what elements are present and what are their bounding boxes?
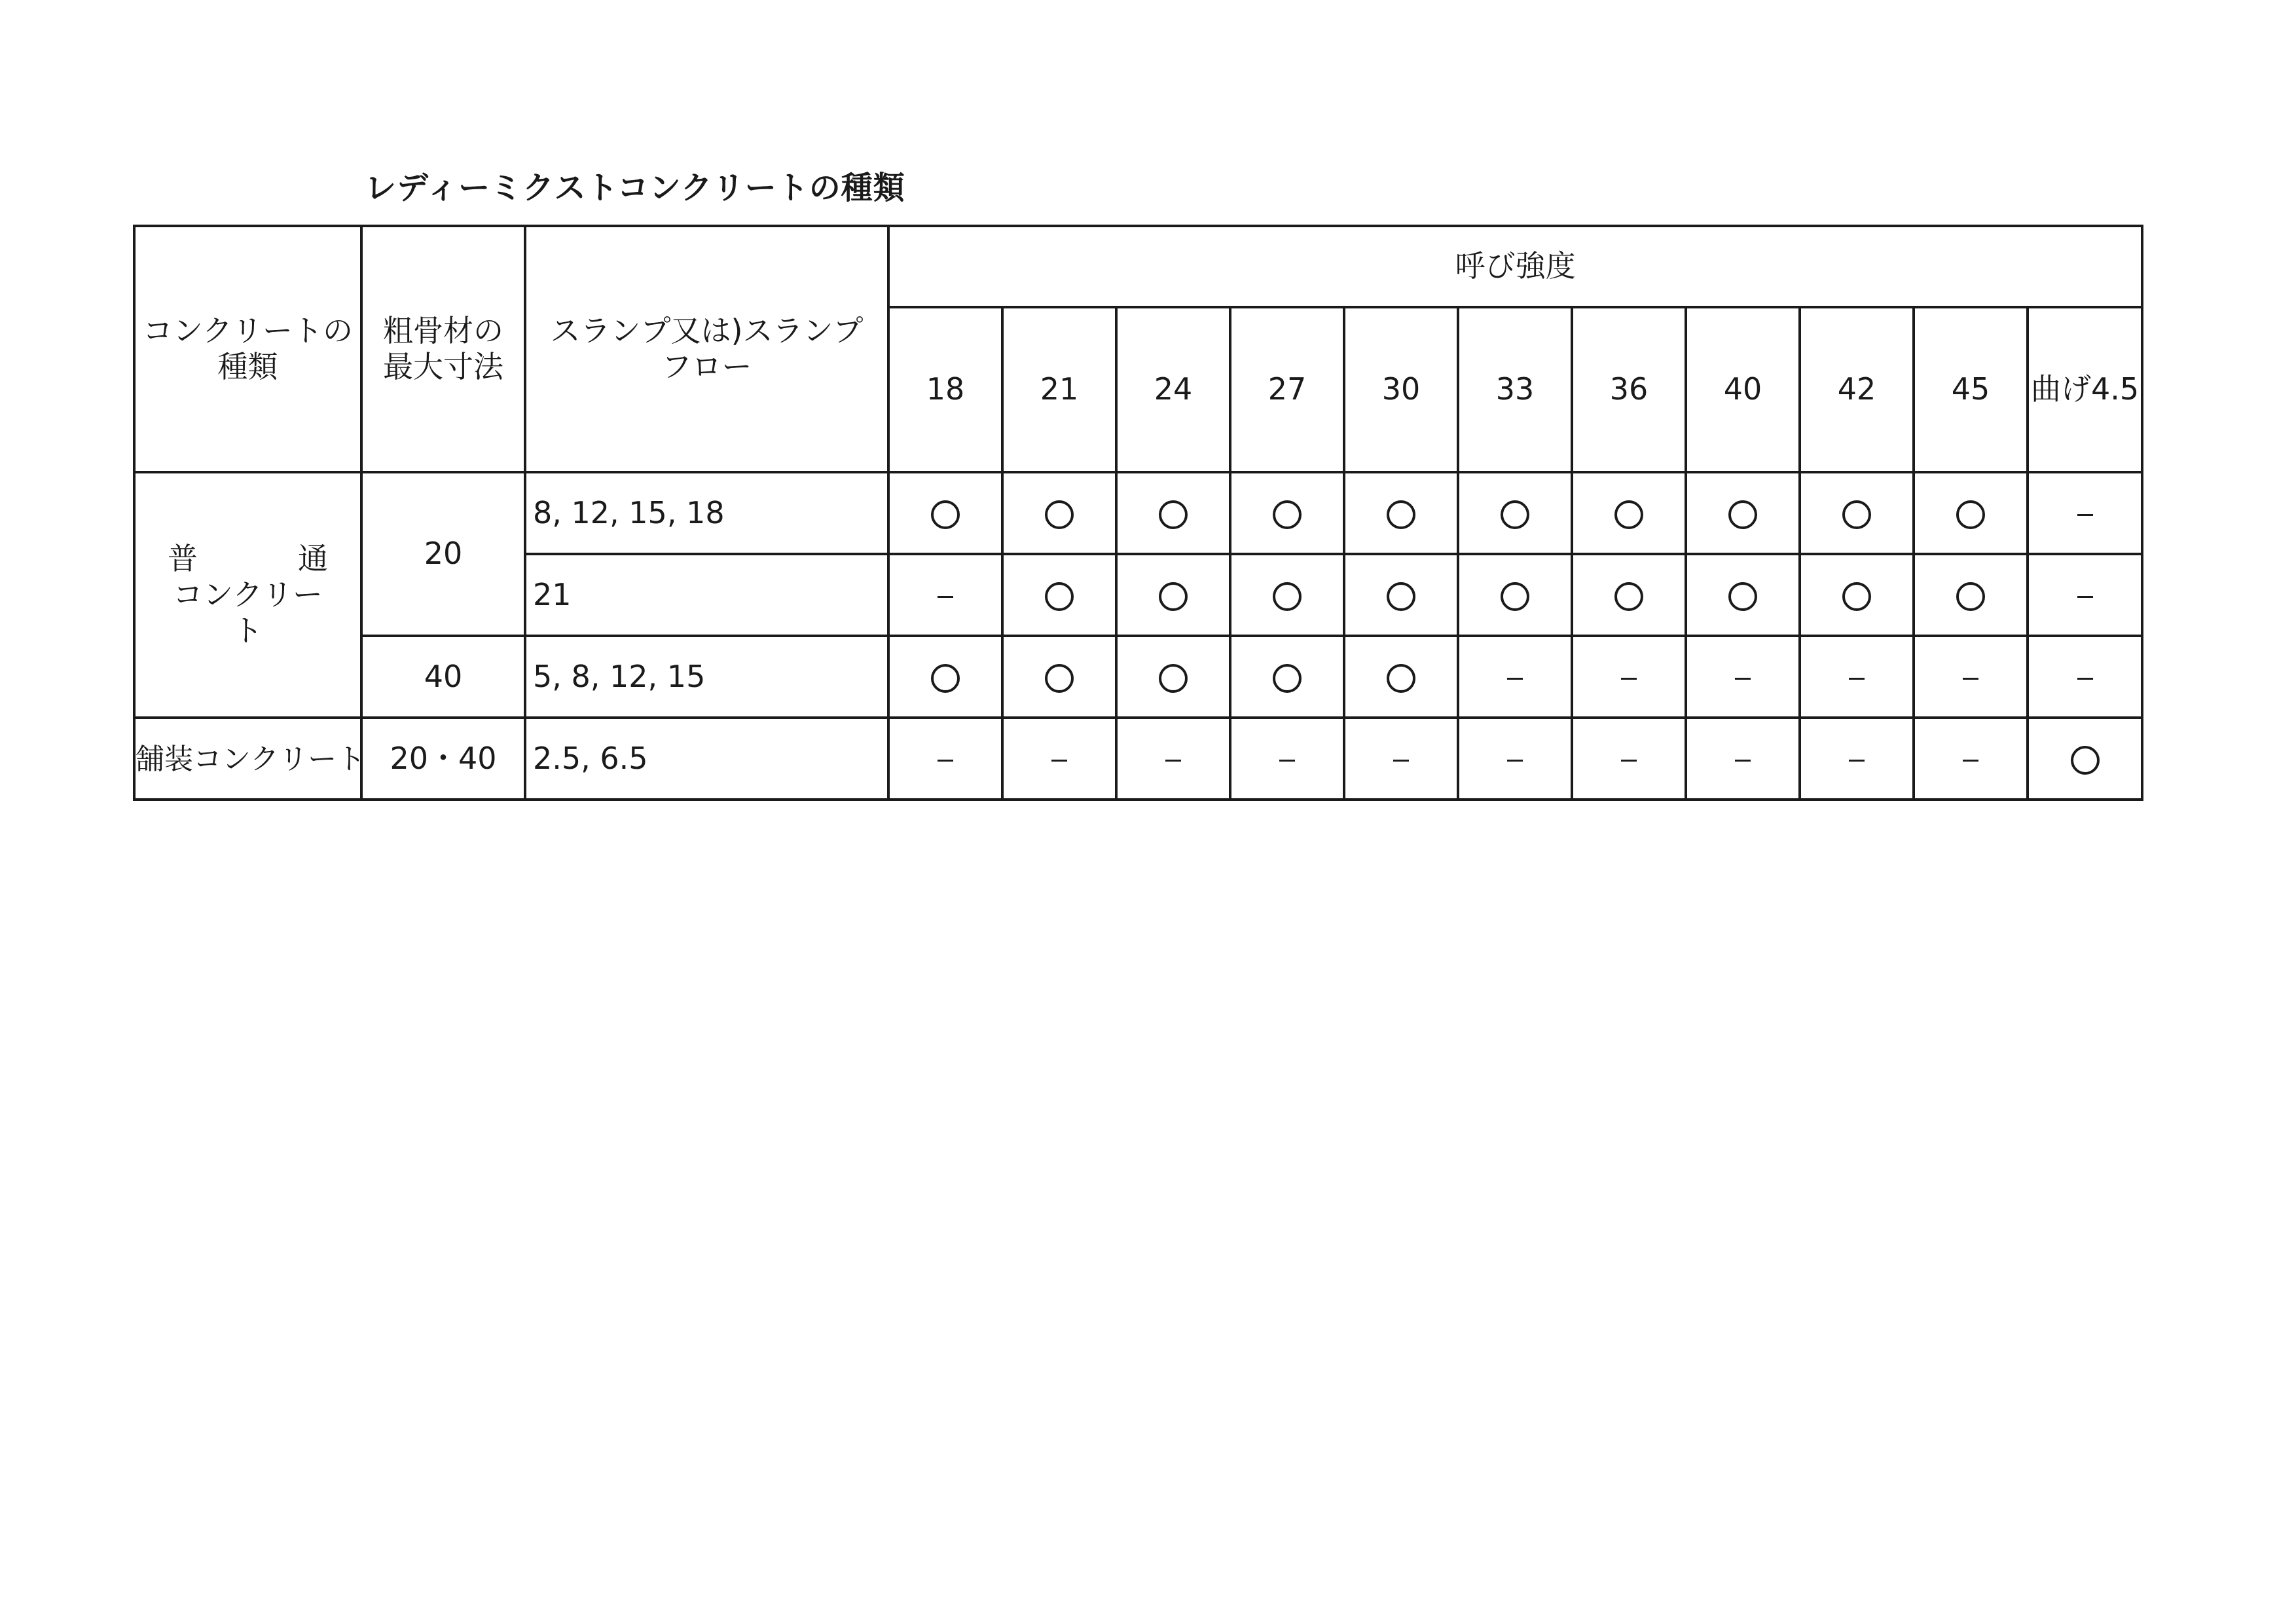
unavailable-dash-mark	[1507, 760, 1523, 762]
strength-mark-cell	[1572, 472, 1686, 554]
unavailable-dash-mark	[1849, 760, 1865, 762]
header-row-1	[134, 226, 2142, 307]
header-kind-label: コンクリートの 種類	[142, 312, 354, 384]
available-circle-mark	[2071, 746, 2100, 775]
strength-mark-cell	[1002, 554, 1116, 636]
strength-mark-cell	[1686, 472, 1800, 554]
available-circle-mark	[1387, 582, 1415, 611]
available-circle-mark	[1273, 664, 1302, 693]
unavailable-dash-mark	[1963, 760, 1978, 762]
available-circle-mark	[1956, 500, 1985, 529]
strength-col-33: 33	[1458, 307, 1572, 472]
normal-label-left: 普	[168, 540, 198, 576]
strength-mark-cell	[888, 718, 1002, 800]
strength-mark-cell	[1344, 472, 1458, 554]
header-slump-label: スランプ又は)スランプ フロー	[550, 312, 864, 384]
table-row	[134, 718, 2142, 800]
strength-mark-cell	[1344, 718, 1458, 800]
strength-mark-cell	[1230, 636, 1344, 718]
strength-mark-cell	[1458, 718, 1572, 800]
unavailable-dash-mark	[1393, 760, 1409, 762]
available-circle-mark	[1045, 582, 1074, 611]
unavailable-dash-mark	[938, 760, 953, 762]
strength-mark-cell	[888, 554, 1002, 636]
available-circle-mark	[1045, 500, 1074, 529]
document-title: レディーミクストコンクリートの種類	[365, 170, 905, 206]
strength-mark-cell	[1800, 636, 1914, 718]
available-circle-mark	[931, 664, 960, 693]
strength-mark-cell	[2028, 554, 2142, 636]
aggregate-40-cell: 40	[361, 636, 525, 718]
strength-mark-cell	[1914, 636, 2028, 718]
header-slump	[525, 226, 888, 472]
paving-aggregate-cell: 20・40	[361, 718, 525, 800]
strength-mark-cell	[1686, 636, 1800, 718]
available-circle-mark	[1501, 500, 1529, 529]
header-kind	[134, 226, 361, 472]
available-circle-mark	[1956, 582, 1985, 611]
strength-mark-cell	[1458, 636, 1572, 718]
strength-col-45: 45	[1914, 307, 2028, 472]
slump-cell: 8, 12, 15, 18	[525, 472, 888, 554]
strength-mark-cell	[1230, 718, 1344, 800]
header-strength	[888, 226, 2142, 307]
strength-mark-cell	[2028, 472, 2142, 554]
available-circle-mark	[1159, 500, 1188, 529]
header-aggregate	[361, 226, 525, 472]
strength-mark-cell	[1002, 718, 1116, 800]
unavailable-dash-mark	[1507, 678, 1523, 680]
unavailable-dash-mark	[1735, 678, 1751, 680]
header-aggregate-label: 粗骨材の 最大寸法	[383, 312, 503, 384]
available-circle-mark	[931, 500, 960, 529]
strength-col-bending: 曲げ4.5	[2028, 307, 2142, 472]
unavailable-dash-mark	[1849, 678, 1865, 680]
strength-mark-cell	[2028, 636, 2142, 718]
strength-mark-cell	[2028, 718, 2142, 800]
strength-col-30: 30	[1344, 307, 1458, 472]
slump-cell: 2.5, 6.5	[525, 718, 888, 800]
strength-mark-cell	[1914, 472, 2028, 554]
normal-label-line2: コンクリート	[172, 576, 323, 649]
strength-col-27: 27	[1230, 307, 1344, 472]
strength-mark-cell	[1686, 718, 1800, 800]
strength-col-36: 36	[1572, 307, 1686, 472]
strength-col-21: 21	[1002, 307, 1116, 472]
strength-col-40: 40	[1686, 307, 1800, 472]
strength-mark-cell	[1800, 718, 1914, 800]
available-circle-mark	[1501, 582, 1529, 611]
header-strength-label: 呼び強度	[1455, 248, 1576, 284]
strength-mark-cell	[1800, 472, 1914, 554]
unavailable-dash-mark	[1621, 760, 1637, 762]
unavailable-dash-mark	[1165, 760, 1181, 762]
available-circle-mark	[1045, 664, 1074, 693]
strength-mark-cell	[1230, 472, 1344, 554]
strength-mark-cell	[1116, 554, 1230, 636]
strength-mark-cell	[1116, 636, 1230, 718]
aggregate-20-cell: 20	[361, 472, 525, 636]
normal-concrete-label	[161, 541, 335, 650]
strength-mark-cell	[1686, 554, 1800, 636]
available-circle-mark	[1387, 500, 1415, 529]
available-circle-mark	[1159, 582, 1188, 611]
unavailable-dash-mark	[1279, 760, 1295, 762]
normal-concrete-cell	[134, 472, 361, 718]
slump-cell: 21	[525, 554, 888, 636]
strength-col-42: 42	[1800, 307, 1914, 472]
unavailable-dash-mark	[1963, 678, 1978, 680]
available-circle-mark	[1728, 500, 1757, 529]
unavailable-dash-mark	[2077, 514, 2093, 516]
available-circle-mark	[1842, 500, 1871, 529]
available-circle-mark	[1273, 582, 1302, 611]
available-circle-mark	[1159, 664, 1188, 693]
strength-mark-cell	[1344, 554, 1458, 636]
strength-mark-cell	[1002, 636, 1116, 718]
strength-mark-cell	[1572, 718, 1686, 800]
unavailable-dash-mark	[938, 596, 953, 598]
table-row	[134, 636, 2142, 718]
available-circle-mark	[1728, 582, 1757, 611]
strength-mark-cell	[1572, 636, 1686, 718]
strength-mark-cell	[1458, 472, 1572, 554]
available-circle-mark	[1614, 582, 1643, 611]
concrete-spec-table	[133, 225, 2143, 801]
strength-mark-cell	[1914, 718, 2028, 800]
strength-col-24: 24	[1116, 307, 1230, 472]
strength-mark-cell	[1458, 554, 1572, 636]
unavailable-dash-mark	[2077, 596, 2093, 598]
available-circle-mark	[1614, 500, 1643, 529]
strength-mark-cell	[1914, 554, 2028, 636]
strength-mark-cell	[1116, 472, 1230, 554]
slump-cell: 5, 8, 12, 15	[525, 636, 888, 718]
unavailable-dash-mark	[1621, 678, 1637, 680]
unavailable-dash-mark	[1735, 760, 1751, 762]
normal-label-right: 通	[298, 540, 328, 576]
strength-mark-cell	[1116, 718, 1230, 800]
strength-mark-cell	[1344, 636, 1458, 718]
strength-mark-cell	[888, 636, 1002, 718]
strength-mark-cell	[1002, 472, 1116, 554]
strength-mark-cell	[1230, 554, 1344, 636]
paving-concrete-cell	[134, 718, 366, 800]
strength-mark-cell	[1800, 554, 1914, 636]
available-circle-mark	[1273, 500, 1302, 529]
unavailable-dash-mark	[1051, 760, 1067, 762]
table-row	[134, 472, 2142, 554]
strength-mark-cell	[888, 472, 1002, 554]
unavailable-dash-mark	[2077, 678, 2093, 680]
available-circle-mark	[1842, 582, 1871, 611]
paving-concrete-label: 舗装コンクリート	[136, 742, 366, 776]
available-circle-mark	[1387, 664, 1415, 693]
strength-mark-cell	[1572, 554, 1686, 636]
strength-col-18: 18	[888, 307, 1002, 472]
